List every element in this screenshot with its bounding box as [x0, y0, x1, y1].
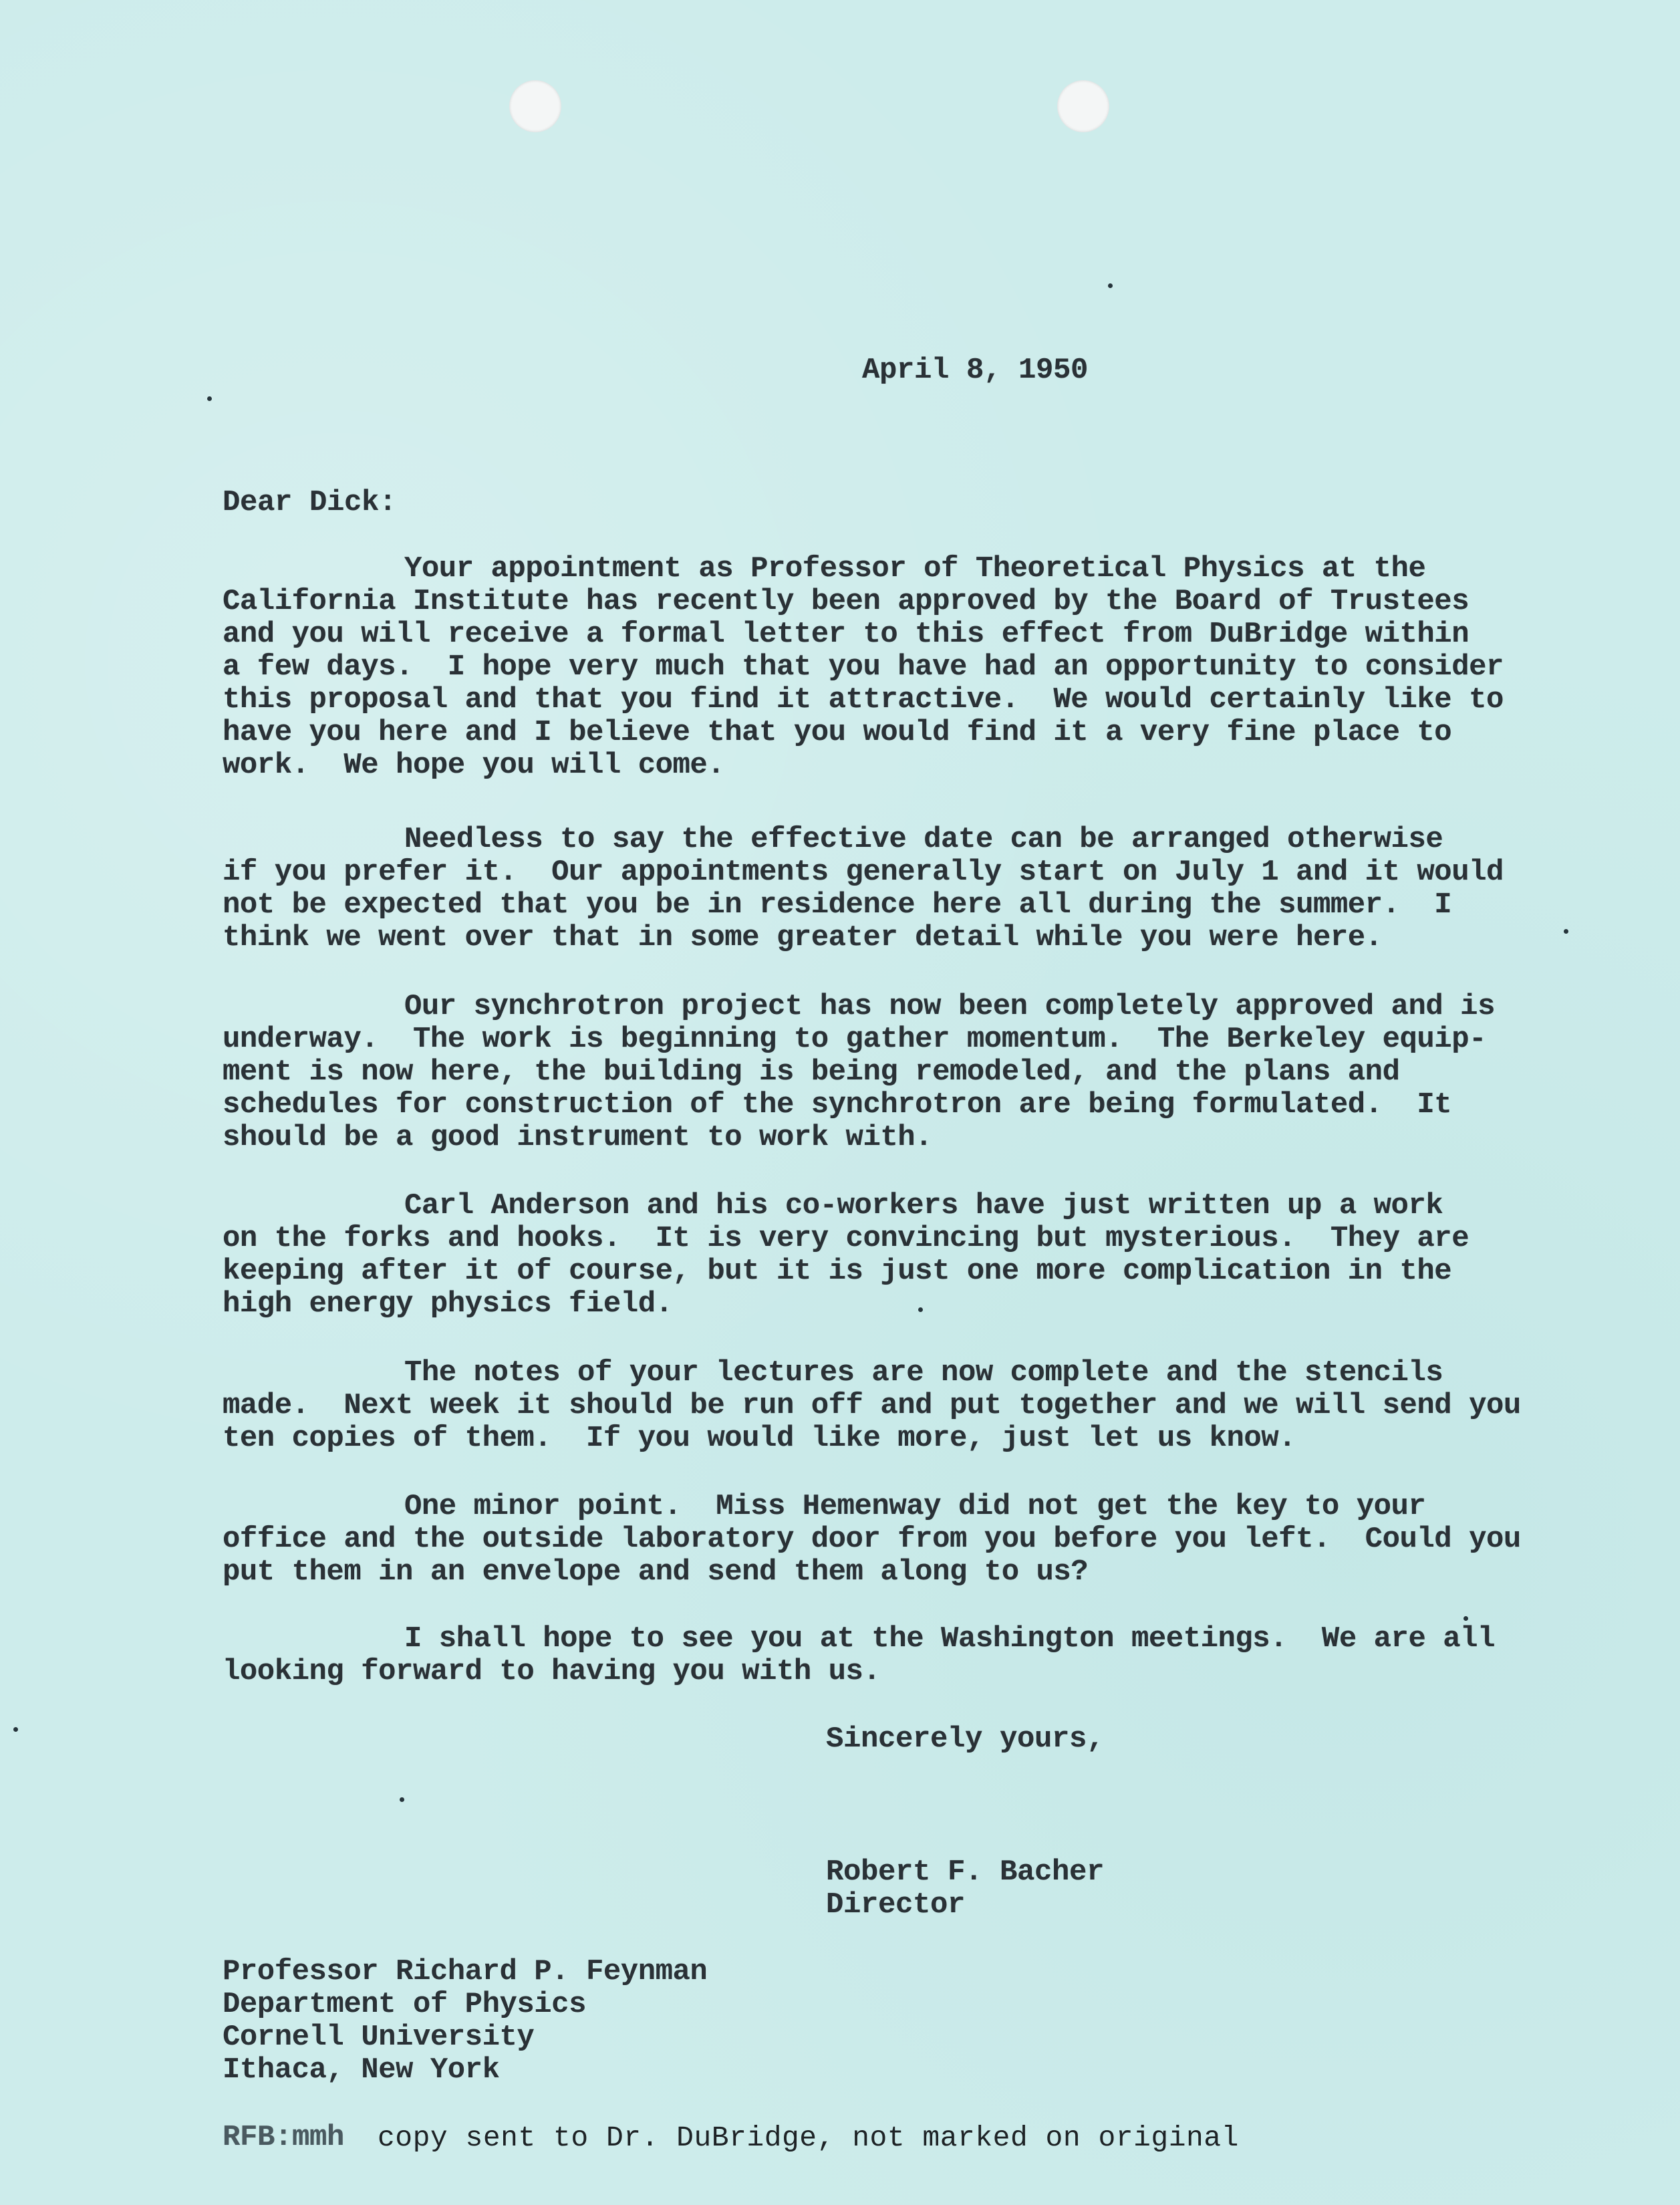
address-line: Department of Physics [223, 1988, 586, 2021]
paragraph-line: ment is now here, the building is being remodeled, and the plans and [223, 1055, 1400, 1089]
letter-date: April 8, 1950 [862, 354, 1089, 387]
paragraph-line: and you will receive a formal letter to this effect from DuBridge within [223, 618, 1469, 651]
paragraph-line: The notes of your lectures are now complete and the stencils [404, 1356, 1443, 1390]
paragraph-line: office and the outside laboratory door from you before you left. Could you [223, 1523, 1521, 1556]
paragraph-line: Carl Anderson and his co-workers have just written up a work [404, 1189, 1443, 1222]
annotation-note: copy sent to Dr. DuBridge, not marked on original [378, 2121, 1239, 2154]
paragraph-line: should be a good instrument to work with. [223, 1121, 933, 1154]
typist-initials: RFB:mmh [223, 2121, 345, 2154]
paper-speck [1463, 1616, 1468, 1621]
paragraph-line: keeping after it of course, but it is just one more complication in the [223, 1255, 1452, 1288]
paragraph-line: if you prefer it. Our appointments generally start on July 1 and it would [223, 856, 1504, 889]
paragraph-effective-date [223, 823, 1504, 954]
paragraph-line: One minor point. Miss Hemenway did not get the key to your [404, 1490, 1426, 1523]
paragraph-anderson [223, 1190, 1492, 1321]
paragraph-line: on the forks and hooks. It is very convincing but mysterious. They are [223, 1222, 1469, 1255]
paragraph-line: Our synchrotron project has now been completely approved and is [404, 990, 1495, 1023]
paragraph-appointment [223, 552, 1504, 782]
address-line: Ithaca, New York [223, 2053, 500, 2087]
paragraph-line: a few days. I hope very much that you have had an opportunity to consider [223, 650, 1504, 684]
punch-hole-left [509, 80, 561, 132]
paragraph-line: not be expected that you be in residence here all during the summer. I [223, 888, 1452, 922]
paragraph-line: I shall hope to see you at the Washington meetings. We are all [404, 1622, 1495, 1656]
paragraph-line: ten copies of them. If you would like more, just let us know. [223, 1422, 1296, 1455]
paragraph-key [223, 1490, 1521, 1589]
paper-speck [400, 1797, 404, 1802]
paragraph-line: think we went over that in some greater detail while you were here. [223, 921, 1383, 954]
paragraph-line: this proposal and that you find it attractive. We would certainly like to [223, 683, 1504, 717]
address-line: Professor Richard P. Feynman [223, 1955, 708, 1988]
paper-speck [1108, 283, 1113, 288]
recipient-address [223, 1956, 707, 2087]
paragraph-line: have you here and I believe that you would find it a very fine place to [223, 716, 1452, 749]
signature-name: Robert F. Bacher [826, 1855, 1105, 1889]
address-line: Cornell University [223, 2021, 535, 2054]
paragraph-line: Needless to say the effective date can be arranged otherwise [404, 823, 1443, 856]
paragraph-line: high energy physics field. [223, 1287, 673, 1321]
signature-title: Director [826, 1888, 966, 1922]
closing: Sincerely yours, [826, 1722, 1105, 1756]
paragraph-meetings [223, 1622, 1495, 1688]
paragraph-lecture-notes [223, 1356, 1521, 1455]
paragraph-line: schedules for construction of the synchrotron are being formulated. It [223, 1088, 1452, 1122]
paragraph-synchrotron [223, 990, 1495, 1154]
paragraph-line: looking forward to having you with us. [223, 1655, 881, 1688]
paragraph-line: underway. The work is beginning to gather momentum. The Berkeley equip- [223, 1023, 1487, 1056]
salutation: Dear Dick: [223, 486, 397, 519]
paragraph-line: work. We hope you will come. [223, 749, 725, 782]
paper-speck [207, 396, 212, 401]
paragraph-line: Your appointment as Professor of Theoretical Physics at the [404, 552, 1426, 586]
paper-speck [1564, 929, 1568, 934]
paragraph-line: put them in an envelope and send them along to us? [223, 1555, 1089, 1589]
paragraph-line: made. Next week it should be run off and put together and we will send you [223, 1389, 1521, 1422]
punch-hole-right [1057, 80, 1109, 132]
paper-speck [13, 1727, 18, 1732]
paragraph-line: California Institute has recently been approved by the Board of Trustees [223, 585, 1469, 618]
